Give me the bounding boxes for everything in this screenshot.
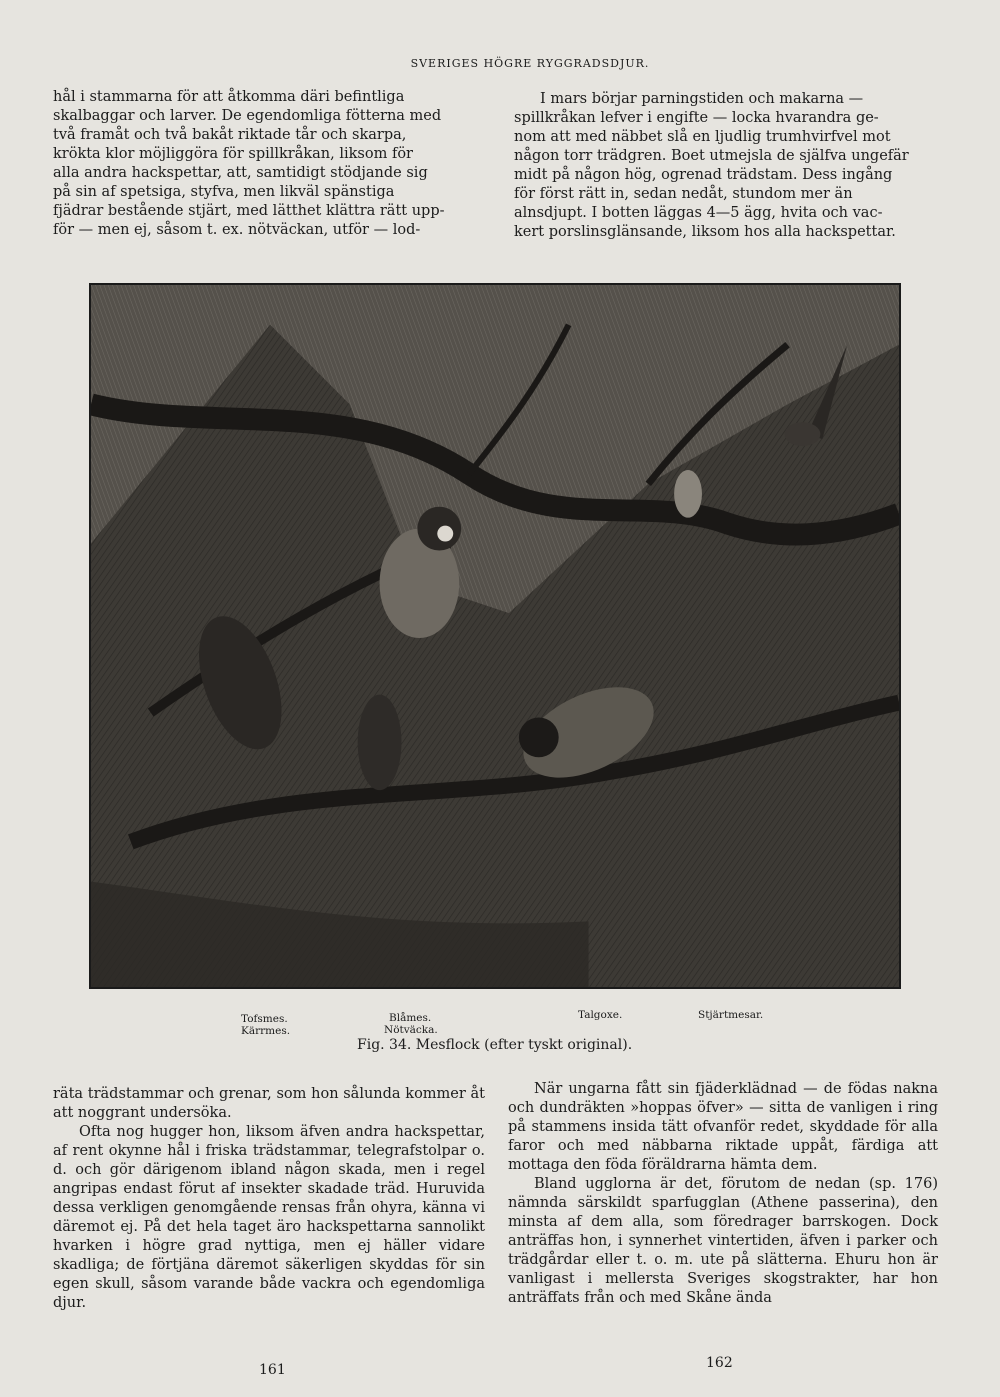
paragraph: räta trädstammar och grenar, som hon sålunda kommer åt att noggrant undersöka. [53, 1086, 485, 1121]
text-line: två framåt och två bakåt riktade tår och skarpa, [53, 127, 407, 143]
running-head: SVERIGES HÖGRE RYGGRADSDJUR. [410, 57, 650, 70]
figure-label-stjartmesar: Stjärtmesar. [698, 1009, 764, 1021]
text-line: för först rätt in, sedan nedåt, stundom mer än [514, 186, 853, 202]
figure-label-karrmes: Kärrmes. [241, 1025, 291, 1037]
text-line: skalbaggar och larver. De egendomliga fötterna med [53, 108, 442, 124]
figure-label-blames: Blåmes. [389, 1012, 432, 1024]
engraving-artwork [91, 285, 899, 987]
text-line: I mars börjar parningstiden och makarna — [540, 91, 864, 107]
text-line: nom att med näbbet slå en ljudlig trumhvirfvel mot [514, 129, 891, 145]
figure-label-notvacka: Nötväcka. [384, 1024, 438, 1036]
paragraph: Ofta nog hugger hon, liksom äfven andra hackspettar, af rent okynne hål i friska trädstammar, telegrafstolpar o. d. och gör därigenom ibland någon skada, men i regel angripas endast förut af insekter skadade träd. Huruvida dessa verkligen genomgående rensas från ohyra, känna vi däremot ej. På det hela taget äro hackspettarna sannolikt hvarken i högre grad nyttiga, men ej häller vidare skadliga; de förtjäna däremot säkerligen skyddas för sin egen skull, såsom varande både vackra och egendomliga djur. [53, 1124, 485, 1311]
text-line: spillkråkan lefver i engifte — locka hvarandra ge- [514, 110, 879, 126]
page-number-left: 161 [259, 1362, 286, 1378]
text-line: för — men ej, såsom t. ex. nötväckan, utför — lod- [53, 222, 421, 238]
text-line: alnsdjupt. I botten läggas 4—5 ägg, hvita och vac- [514, 205, 883, 221]
engraving-illustration [89, 283, 901, 989]
figure-caption: Fig. 34. Mesflock (efter tyskt original). [357, 1037, 633, 1053]
paragraph: När ungarna fått sin fjäderklädnad — de födas nakna och dundräkten »hoppas öfver» — sitta de vanligen i ring på stammens insida tätt ofvanför redet, skyddade för alla faror och med näbbarna riktade uppåt, färdiga att mottaga den föda föräldrarna hämta dem. [508, 1081, 938, 1173]
text-column-bottom-left [53, 1085, 485, 1313]
text-line: hål i stammarna för att åtkomma däri befintliga [53, 89, 405, 105]
text-line: fjädrar bestående stjärt, med lätthet klättra rätt upp- [53, 203, 445, 219]
text-line: alla andra hackspettar, att, samtidigt stödjande sig [53, 165, 428, 181]
text-column-bottom-right [508, 1080, 938, 1308]
text-column-top-left [53, 88, 483, 240]
text-column-top-right [514, 90, 944, 242]
text-line: någon torr trädgren. Boet utmejsla de själfva ungefär [514, 148, 909, 164]
text-line: midt på någon hög, ogrenad trädstam. Dess ingång [514, 167, 893, 183]
text-line: kert porslinsglänsande, liksom hos alla hackspettar. [514, 224, 896, 240]
figure-label-tofsmes: Tofsmes. [241, 1013, 288, 1025]
page-number-right: 162 [706, 1355, 733, 1371]
text-line: på sin af spetsiga, styfva, men likväl spänstiga [53, 184, 395, 200]
text-line: krökta klor möjliggöra för spillkråkan, liksom för [53, 146, 413, 162]
paragraph: Bland ugglorna är det, förutom de nedan (sp. 176) nämnda särskildt sparfugglan (Athene passerina), den minsta af dem alla, som föredrager barrskogen. Dock anträffas hon, i synnerhet vintertiden, äfven i parker och trädgårdar eller t. o. m. ute på slätterna. Ehuru hon är vanligast i mellersta Sveriges skogstrakter, har hon anträffats från och med Skåne ända [508, 1176, 938, 1306]
figure-label-talgoxe: Talgoxe. [578, 1009, 623, 1021]
